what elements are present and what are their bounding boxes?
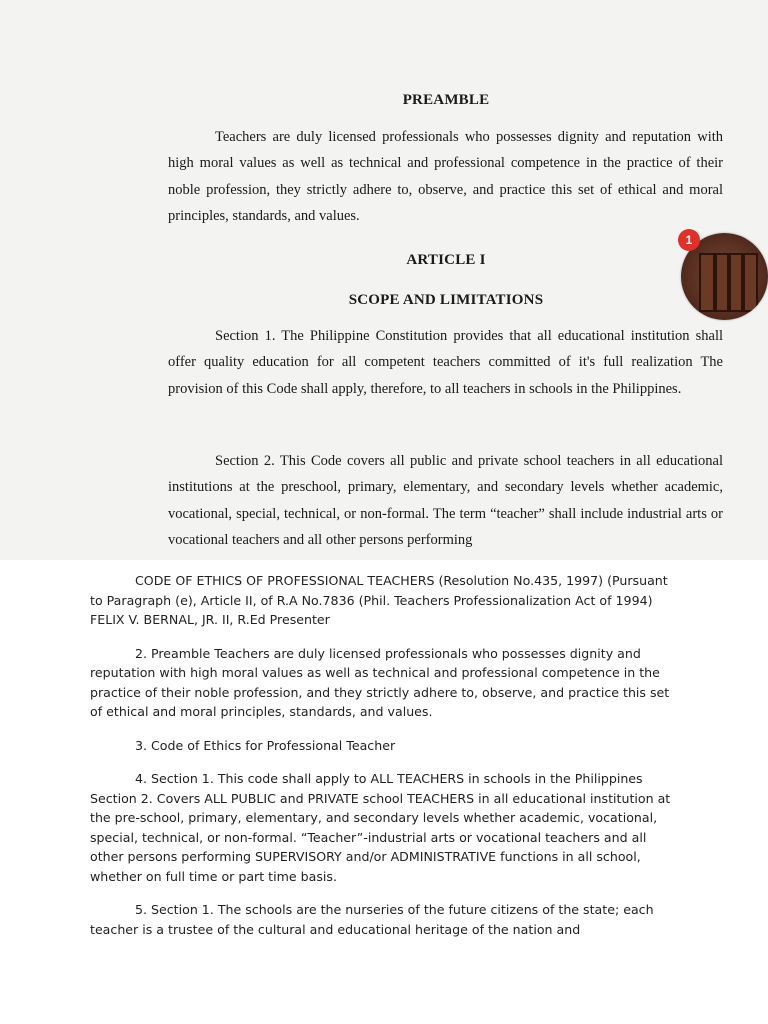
paragraph-1: CODE OF ETHICS OF PROFESSIONAL TEACHERS (Resolution No.435, 1997) (Pursuant to Paragraph (e), Article II, of R.A No.7836 (Phil. Teachers Professionalization Act of 1994) FELIX V. BERNAL, JR. II, R.Ed Presenter <box>90 573 668 627</box>
paragraph-2: 2. Preamble Teachers are duly licensed professionals who possesses dignity and reputation with high moral values as well as technical and professional competence in the practice of their noble profession, and they strictly adhere to, observe, and practice this set of ethical and moral principles, standards, and values. <box>90 645 670 719</box>
paragraph-4: 4. Section 1. This code shall apply to ALL TEACHERS in schools in the Philippines Section 2. Covers ALL PUBLIC and PRIVATE school TEACHERS in all educational institution at the pre-school, primary, elementary, and secondary levels whether academic, vocational, special, technical, or non-formal. “Teacher”-industrial arts or vocational teachers and all other persons performing SUPERVISORY and/or ADMINISTRATIVE functions in all school, whether on full time or part time basis. <box>90 771 671 884</box>
paragraph-3: 3. Code of Ethics for Professional Teacher <box>135 737 396 753</box>
section-1-paragraph: Section 1. The Philippine Constitution provides that all educational institution shall offer quality education for all competent teachers committed of it's full realization The provision of this Code shall apply, therefore, to all teachers in schools in the Philippines. <box>168 328 723 397</box>
extracted-text-body <box>90 571 678 953</box>
section-2-paragraph: Section 2. This Code covers all public and private school teachers in all educational institutions at the preschool, primary, elementary, and secondary levels whether academic, vocational, special, technical, or non-formal. The term “teacher” shall include industrial arts or vocational teachers and all other persons performing <box>168 453 723 548</box>
notification-badge: 1 <box>678 229 700 251</box>
article-heading: ARTICLE I <box>406 252 486 268</box>
preamble-paragraph: Teachers are duly licensed professionals who possesses dignity and reputation with high moral values as well as technical and professional competence in the practice of their noble profession, they strictly adhere to, observe, and practice this set of ethical and moral principles, standards, and values. <box>168 129 723 224</box>
paragraph-5: 5. Section 1. The schools are the nurseries of the future citizens of the state; each teacher is a trustee of the cultural and educational heritage of the nation and <box>90 902 654 937</box>
preamble-heading: PREAMBLE <box>402 92 490 108</box>
scope-heading: SCOPE AND LIMITATIONS <box>348 292 544 308</box>
window-shutter-picture <box>699 253 758 312</box>
notification-thumbnail[interactable] <box>681 233 768 320</box>
